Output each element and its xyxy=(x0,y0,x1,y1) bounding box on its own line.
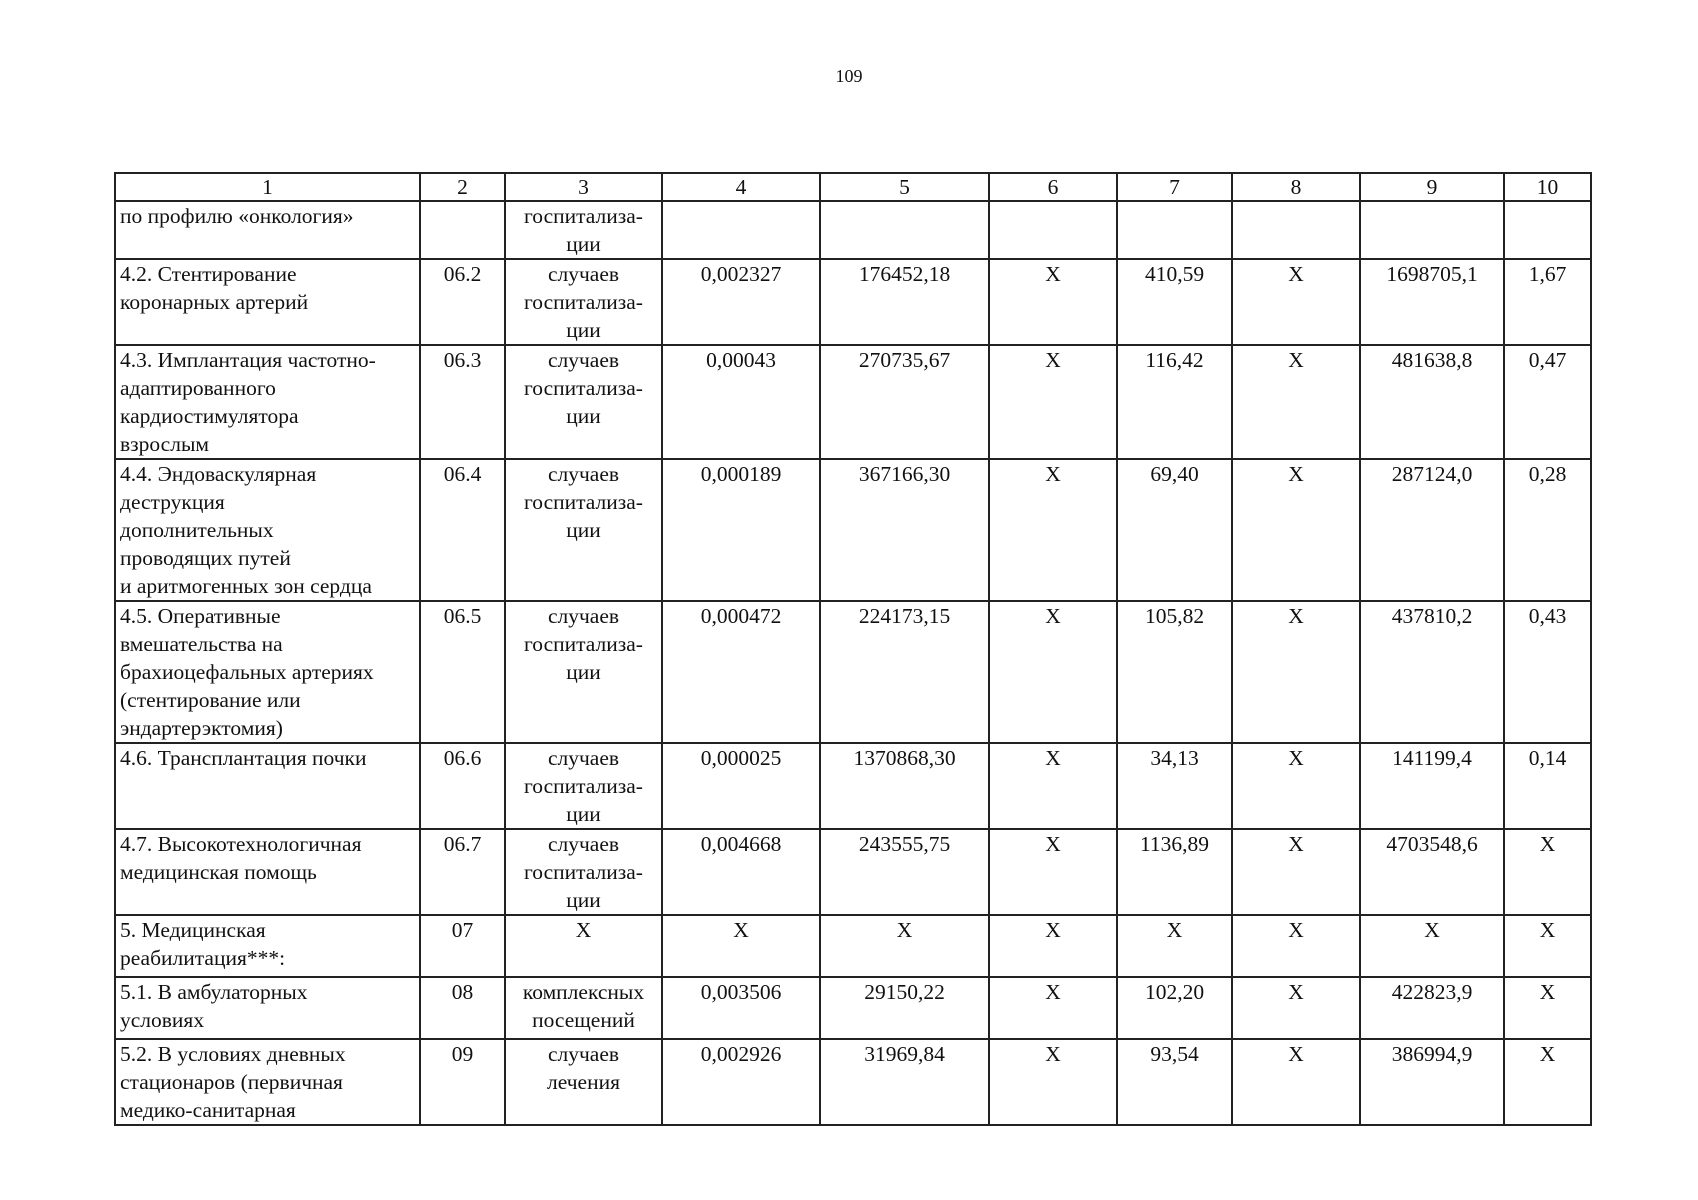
cell-text-line: 105,82 xyxy=(1144,604,1205,628)
table-cell xyxy=(505,345,662,459)
table-cell xyxy=(989,345,1117,459)
cell-text-line: проводящих путей xyxy=(120,546,291,570)
cell-text-line: медико-санитарная xyxy=(120,1098,296,1122)
table-cell xyxy=(989,201,1117,259)
header-cell: 5 xyxy=(820,173,989,201)
cell-text-line: случаев xyxy=(547,832,620,856)
cell-text-line: посещений xyxy=(532,1008,635,1032)
cell-text-line: деструкция xyxy=(120,490,225,514)
row-label-cell xyxy=(115,743,420,829)
cell-text-line: Х xyxy=(1288,348,1304,372)
table-cell xyxy=(662,201,820,259)
cell-text-line: 4.6. Трансплантация почки xyxy=(120,746,367,770)
cell-text-line: госпитализа- xyxy=(524,204,643,228)
header-cell: 10 xyxy=(1504,173,1591,201)
cell-text-line: взрослым xyxy=(120,432,210,456)
table-row xyxy=(115,259,1591,345)
cell-text-line: стационаров (первичная xyxy=(120,1070,343,1094)
cell-text-line: дополнительных xyxy=(120,518,274,542)
cell-text-line: Х xyxy=(1288,918,1304,942)
cell-text-line: Х xyxy=(1045,832,1061,856)
cell-text-line: 4.7. Высокотехнологичная xyxy=(120,832,362,856)
table-cell xyxy=(820,1039,989,1125)
table-cell xyxy=(420,459,505,601)
cell-text-line: 141199,4 xyxy=(1392,746,1472,770)
table-cell xyxy=(820,743,989,829)
header-cell: 8 xyxy=(1232,173,1360,201)
cell-text-line: Х xyxy=(896,918,913,942)
table-cell xyxy=(662,829,820,915)
table-cell xyxy=(420,1039,505,1125)
table-cell xyxy=(420,345,505,459)
table-cell xyxy=(1360,201,1504,259)
cell-text-line: Х xyxy=(1539,918,1556,942)
cell-text-line: Х xyxy=(575,918,592,942)
table-cell xyxy=(1117,829,1232,915)
table-cell xyxy=(1232,259,1360,345)
cell-text-line: госпитализа- xyxy=(524,774,643,798)
cell-text-line: 422823,9 xyxy=(1391,980,1473,1004)
table-cell xyxy=(820,259,989,345)
page-number: 109 xyxy=(835,66,863,86)
cell-text-line: Х xyxy=(1424,918,1440,942)
cell-text-line: медицинская помощь xyxy=(120,860,317,884)
row-label-cell xyxy=(115,259,420,345)
header-cell: 7 xyxy=(1117,173,1232,201)
cell-text-line: ции xyxy=(566,660,601,684)
cell-text-line: 4.4. Эндоваскулярная xyxy=(120,462,317,486)
cell-text-line: 29150,22 xyxy=(864,980,945,1004)
table-cell xyxy=(820,459,989,601)
header-cell: 4 xyxy=(662,173,820,201)
table-cell xyxy=(1232,601,1360,743)
table-cell xyxy=(662,259,820,345)
table-cell xyxy=(989,743,1117,829)
cell-text-line: 367166,30 xyxy=(858,462,951,486)
cell-text-line: 06.6 xyxy=(443,746,482,770)
cell-text-line: случаев xyxy=(547,262,620,286)
cell-text-line: эндартерэктомия) xyxy=(120,716,283,740)
table-cell xyxy=(1504,345,1591,459)
table-cell xyxy=(1117,601,1232,743)
table-cell xyxy=(989,829,1117,915)
row-label-cell xyxy=(115,829,420,915)
table-cell xyxy=(820,829,989,915)
table-cell xyxy=(662,915,820,977)
cell-text-line: комплексных xyxy=(522,980,645,1004)
cell-text-line: госпитализа- xyxy=(524,490,643,514)
table-cell xyxy=(420,201,505,259)
table-cell xyxy=(505,201,662,259)
cell-text-line: реабилитация***: xyxy=(120,946,286,970)
table-cell xyxy=(662,743,820,829)
cell-text-line: ции xyxy=(566,232,601,256)
header-row xyxy=(115,173,1591,201)
cell-text-line: Х xyxy=(1045,262,1061,286)
cell-text-line: 06.7 xyxy=(443,832,482,856)
table-cell xyxy=(1360,743,1504,829)
cell-text-line: 1370868,30 xyxy=(853,746,956,770)
cell-text-line: 0,000472 xyxy=(700,604,782,628)
table-cell xyxy=(820,601,989,743)
cell-text-line: 06.5 xyxy=(443,604,482,628)
cell-text-line: 5.2. В условиях дневных xyxy=(120,1042,346,1066)
cell-text-line: ции xyxy=(566,518,601,542)
cell-text-line: Х xyxy=(1288,1042,1304,1066)
cell-text-line: ции xyxy=(566,318,601,342)
table-cell xyxy=(1504,459,1591,601)
cell-text-line: 06.4 xyxy=(443,462,482,486)
table-cell xyxy=(420,829,505,915)
cell-text-line: 437810,2 xyxy=(1391,604,1473,628)
table-row xyxy=(115,829,1591,915)
table-cell xyxy=(505,743,662,829)
cell-text-line: по профилю «онкология» xyxy=(120,204,354,228)
row-label-cell xyxy=(115,977,420,1039)
table-cell xyxy=(1117,459,1232,601)
cell-text-line: 06.3 xyxy=(443,348,482,372)
cell-text-line: 5.1. В амбулаторных xyxy=(120,980,308,1004)
cell-text-line: 287124,0 xyxy=(1391,462,1473,486)
table-cell xyxy=(1504,915,1591,977)
table-cell xyxy=(1117,345,1232,459)
table-cell xyxy=(420,743,505,829)
table-cell xyxy=(1360,829,1504,915)
cell-text-line: 1136,89 xyxy=(1139,832,1210,856)
table-cell xyxy=(1360,345,1504,459)
cell-text-line: 0,002327 xyxy=(700,262,782,286)
header-cell: 1 xyxy=(115,173,420,201)
table-cell xyxy=(1117,743,1232,829)
cell-text-line: (стентирование или xyxy=(120,688,301,712)
table-cell xyxy=(1117,259,1232,345)
table-cell xyxy=(820,915,989,977)
cell-text-line: 5. Медицинская xyxy=(120,918,266,942)
cell-text-line: 4703548,6 xyxy=(1386,832,1478,856)
row-label-cell xyxy=(115,459,420,601)
table-cell xyxy=(1117,977,1232,1039)
table-cell xyxy=(1232,977,1360,1039)
table-cell xyxy=(1360,259,1504,345)
cell-text-line: 0,004668 xyxy=(700,832,782,856)
row-label-cell xyxy=(115,1039,420,1125)
cell-text-line: 0,47 xyxy=(1528,348,1567,372)
cell-text-line: ции xyxy=(566,888,601,912)
data-table xyxy=(114,172,1592,1126)
cell-text-line: Х xyxy=(1166,918,1183,942)
cell-text-line: 0,14 xyxy=(1528,746,1567,770)
table-row xyxy=(115,743,1591,829)
cell-text-line: Х xyxy=(1288,604,1304,628)
cell-text-line: 270735,67 xyxy=(858,348,951,372)
header-cell: 3 xyxy=(505,173,662,201)
table-cell xyxy=(505,915,662,977)
cell-text-line: 1,67 xyxy=(1528,262,1567,286)
table-cell xyxy=(662,459,820,601)
table-cell xyxy=(505,259,662,345)
cell-text-line: Х xyxy=(1539,1042,1556,1066)
header-cell: 9 xyxy=(1360,173,1504,201)
table-cell xyxy=(662,345,820,459)
cell-text-line: случаев xyxy=(547,1042,620,1066)
table-cell xyxy=(989,259,1117,345)
cell-text-line: ции xyxy=(566,802,601,826)
cell-text-line: 4.5. Оперативные xyxy=(120,604,281,628)
cell-text-line: Х xyxy=(1288,462,1304,486)
cell-text-line: Х xyxy=(1045,1042,1061,1066)
cell-text-line: Х xyxy=(1539,832,1556,856)
table-cell xyxy=(1232,915,1360,977)
cell-text-line: 116,42 xyxy=(1145,348,1204,372)
table-row xyxy=(115,459,1591,601)
cell-text-line: Х xyxy=(1288,832,1304,856)
cell-text-line: брахиоцефальных артериях xyxy=(120,660,374,684)
table-cell xyxy=(1360,915,1504,977)
cell-text-line: госпитализа- xyxy=(524,632,643,656)
table-row xyxy=(115,977,1591,1039)
header-cell: 6 xyxy=(989,173,1117,201)
table-cell xyxy=(1360,1039,1504,1125)
table-cell xyxy=(1360,601,1504,743)
table-cell xyxy=(420,601,505,743)
table-cell xyxy=(1504,977,1591,1039)
cell-text-line: госпитализа- xyxy=(524,290,643,314)
table-cell xyxy=(420,977,505,1039)
cell-text-line: 0,00043 xyxy=(706,348,776,372)
cell-text-line: 224173,15 xyxy=(858,604,951,628)
cell-text-line: Х xyxy=(733,918,749,942)
cell-text-line: госпитализа- xyxy=(524,860,643,884)
table-cell xyxy=(820,201,989,259)
table-row xyxy=(115,345,1591,459)
row-label-cell xyxy=(115,201,420,259)
table-cell xyxy=(1232,345,1360,459)
cell-text-line: 07 xyxy=(451,918,474,942)
cell-text-line: лечения xyxy=(547,1070,620,1094)
table-row xyxy=(115,1039,1591,1125)
table-row xyxy=(115,915,1591,977)
row-label-cell xyxy=(115,915,420,977)
table-cell xyxy=(1232,201,1360,259)
table-cell xyxy=(1504,1039,1591,1125)
cell-text-line: Х xyxy=(1045,980,1061,1004)
cell-text-line: и аритмогенных зон сердца xyxy=(120,574,372,598)
table-cell xyxy=(1232,829,1360,915)
cell-text-line: случаев xyxy=(547,746,620,770)
table-cell xyxy=(1504,601,1591,743)
table-cell xyxy=(989,459,1117,601)
cell-text-line: 1698705,1 xyxy=(1386,262,1478,286)
cell-text-line: случаев xyxy=(547,604,620,628)
table-cell xyxy=(989,977,1117,1039)
cell-text-line: 0,28 xyxy=(1528,462,1567,486)
table-cell xyxy=(1117,1039,1232,1125)
table-cell xyxy=(1232,743,1360,829)
table-cell xyxy=(420,259,505,345)
cell-text-line: 481638,8 xyxy=(1391,348,1473,372)
table-cell xyxy=(1504,829,1591,915)
cell-text-line: 93,54 xyxy=(1150,1042,1199,1066)
cell-text-line: условиях xyxy=(120,1008,205,1032)
cell-text-line: вмешательства на xyxy=(120,632,283,656)
table-row xyxy=(115,601,1591,743)
cell-text-line: кардиостимулятора xyxy=(120,404,299,428)
cell-text-line: 0,000025 xyxy=(700,746,782,770)
cell-text-line: 410,59 xyxy=(1144,262,1205,286)
table-cell xyxy=(1504,201,1591,259)
header-cell: 2 xyxy=(420,173,505,201)
table-cell xyxy=(1117,201,1232,259)
cell-text-line: 386994,9 xyxy=(1391,1042,1473,1066)
table-cell xyxy=(505,829,662,915)
cell-text-line: Х xyxy=(1045,462,1061,486)
table-cell xyxy=(505,601,662,743)
table-cell xyxy=(505,1039,662,1125)
table-body xyxy=(115,201,1591,1125)
cell-text-line: 4.3. Имплантация частотно- xyxy=(120,348,376,372)
cell-text-line: Х xyxy=(1045,918,1061,942)
cell-text-line: Х xyxy=(1045,746,1061,770)
cell-text-line: Х xyxy=(1288,980,1304,1004)
row-label-cell xyxy=(115,345,420,459)
table-cell xyxy=(420,915,505,977)
table-cell xyxy=(1504,743,1591,829)
cell-text-line: Х xyxy=(1288,746,1304,770)
cell-text-line: госпитализа- xyxy=(524,376,643,400)
cell-text-line: Х xyxy=(1045,348,1061,372)
table-cell xyxy=(989,915,1117,977)
cell-text-line: ции xyxy=(566,404,601,428)
table-cell xyxy=(505,459,662,601)
cell-text-line: 34,13 xyxy=(1150,746,1199,770)
row-label-cell xyxy=(115,601,420,743)
cell-text-line: коронарных артерий xyxy=(120,290,309,314)
cell-text-line: 08 xyxy=(451,980,474,1004)
cell-text-line: 09 xyxy=(451,1042,474,1066)
cell-text-line: 0,000189 xyxy=(700,462,782,486)
cell-text-line: 102,20 xyxy=(1144,980,1205,1004)
table-row xyxy=(115,201,1591,259)
cell-text-line: 0,003506 xyxy=(700,980,782,1004)
table-cell xyxy=(989,601,1117,743)
table-cell xyxy=(1117,915,1232,977)
cell-text-line: Х xyxy=(1045,604,1061,628)
table-cell xyxy=(1360,459,1504,601)
table-cell xyxy=(1232,459,1360,601)
table-cell xyxy=(662,977,820,1039)
table-cell xyxy=(1504,259,1591,345)
cell-text-line: 0,43 xyxy=(1528,604,1567,628)
cell-text-line: 4.2. Стентирование xyxy=(120,262,297,286)
cell-text-line: 176452,18 xyxy=(858,262,951,286)
cell-text-line: 0,002926 xyxy=(700,1042,782,1066)
table-cell xyxy=(662,1039,820,1125)
table-cell xyxy=(989,1039,1117,1125)
cell-text-line: 06.2 xyxy=(443,262,482,286)
table-cell xyxy=(820,977,989,1039)
cell-text-line: 69,40 xyxy=(1150,462,1199,486)
table-cell xyxy=(820,345,989,459)
table-cell xyxy=(1360,977,1504,1039)
table-cell xyxy=(505,977,662,1039)
cell-text-line: 243555,75 xyxy=(858,832,951,856)
cell-text-line: случаев xyxy=(547,462,620,486)
table-cell xyxy=(1232,1039,1360,1125)
cell-text-line: 31969,84 xyxy=(864,1042,945,1066)
cell-text-line: адаптированного xyxy=(120,376,276,400)
cell-text-line: Х xyxy=(1539,980,1556,1004)
cell-text-line: Х xyxy=(1288,262,1304,286)
table-cell xyxy=(662,601,820,743)
cell-text-line: случаев xyxy=(547,348,620,372)
